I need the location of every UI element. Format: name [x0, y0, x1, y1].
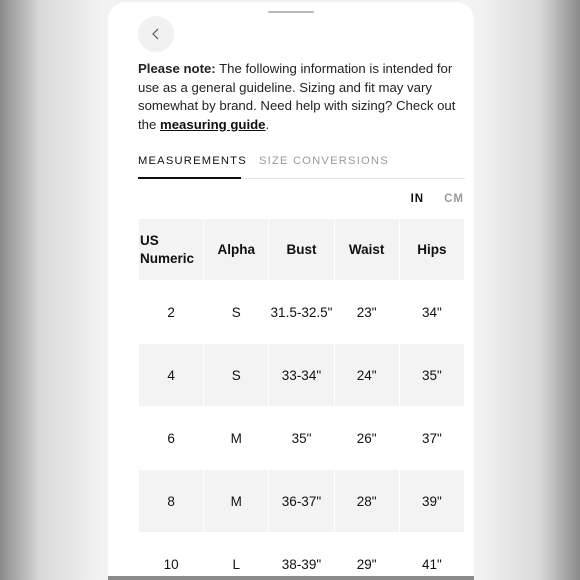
- chevron-left-icon: [151, 28, 161, 40]
- header-waist: Waist: [334, 219, 399, 281]
- size-table: [138, 218, 465, 580]
- cell-hips: 39": [399, 470, 464, 533]
- table-row: [139, 344, 465, 407]
- measuring-guide-link[interactable]: measuring guide: [160, 116, 266, 132]
- note-lead: Please note:: [138, 61, 216, 76]
- cell-alpha: L: [204, 533, 269, 580]
- cell-alpha: M: [204, 407, 269, 470]
- header-bust: Bust: [269, 219, 334, 281]
- cell-waist: 24": [334, 344, 399, 407]
- back-button[interactable]: [138, 16, 174, 52]
- cell-waist: 28": [334, 470, 399, 533]
- tab-measurements[interactable]: MEASUREMENTS: [138, 153, 241, 179]
- cell-alpha: S: [204, 281, 269, 344]
- unit-toggle: [411, 193, 464, 205]
- header-us-numeric: US Numeric: [139, 219, 204, 281]
- cell-us-numeric: 4: [139, 344, 204, 407]
- table-header-row: [139, 219, 465, 281]
- drag-handle[interactable]: [268, 11, 314, 13]
- cell-bust: 31.5-32.5": [269, 281, 334, 344]
- cell-hips: 37": [399, 407, 464, 470]
- cell-bust: 36-37": [269, 470, 334, 533]
- cell-bust: 35": [269, 407, 334, 470]
- cell-bust: 38-39": [269, 533, 334, 580]
- size-guide-sheet: [108, 2, 474, 580]
- table-row: [139, 470, 465, 533]
- unit-in-option[interactable]: IN: [410, 193, 425, 205]
- cell-bust: 33-34": [269, 344, 334, 407]
- cell-waist: 26": [334, 407, 399, 470]
- cell-us-numeric: 10: [139, 533, 204, 580]
- header-hips: Hips: [399, 219, 464, 281]
- table-row: [139, 407, 465, 470]
- bottom-edge: [108, 576, 474, 580]
- cell-hips: 35": [399, 344, 464, 407]
- cell-hips: 34": [399, 281, 464, 344]
- cell-hips: 41": [399, 533, 464, 580]
- cell-waist: 29": [334, 533, 399, 580]
- tab-bar: [138, 153, 465, 179]
- sizing-note: [138, 60, 468, 134]
- cell-alpha: M: [204, 470, 269, 533]
- table-row: [139, 533, 465, 580]
- header-alpha: Alpha: [204, 219, 269, 281]
- cell-alpha: S: [204, 344, 269, 407]
- note-body: The following information is intended for use as a general guideline. Sizing and fit may vary somewhat by brand. Need help with sizing? Check out the: [138, 61, 456, 132]
- table-row: [139, 281, 465, 344]
- cell-us-numeric: 2: [139, 281, 204, 344]
- cell-waist: 23": [334, 281, 399, 344]
- cell-us-numeric: 8: [139, 470, 204, 533]
- unit-cm-option[interactable]: CM: [444, 193, 464, 205]
- note-tail: .: [265, 116, 270, 132]
- cell-us-numeric: 6: [139, 407, 204, 470]
- tab-size-conversions[interactable]: SIZE CONVERSIONS: [259, 155, 389, 167]
